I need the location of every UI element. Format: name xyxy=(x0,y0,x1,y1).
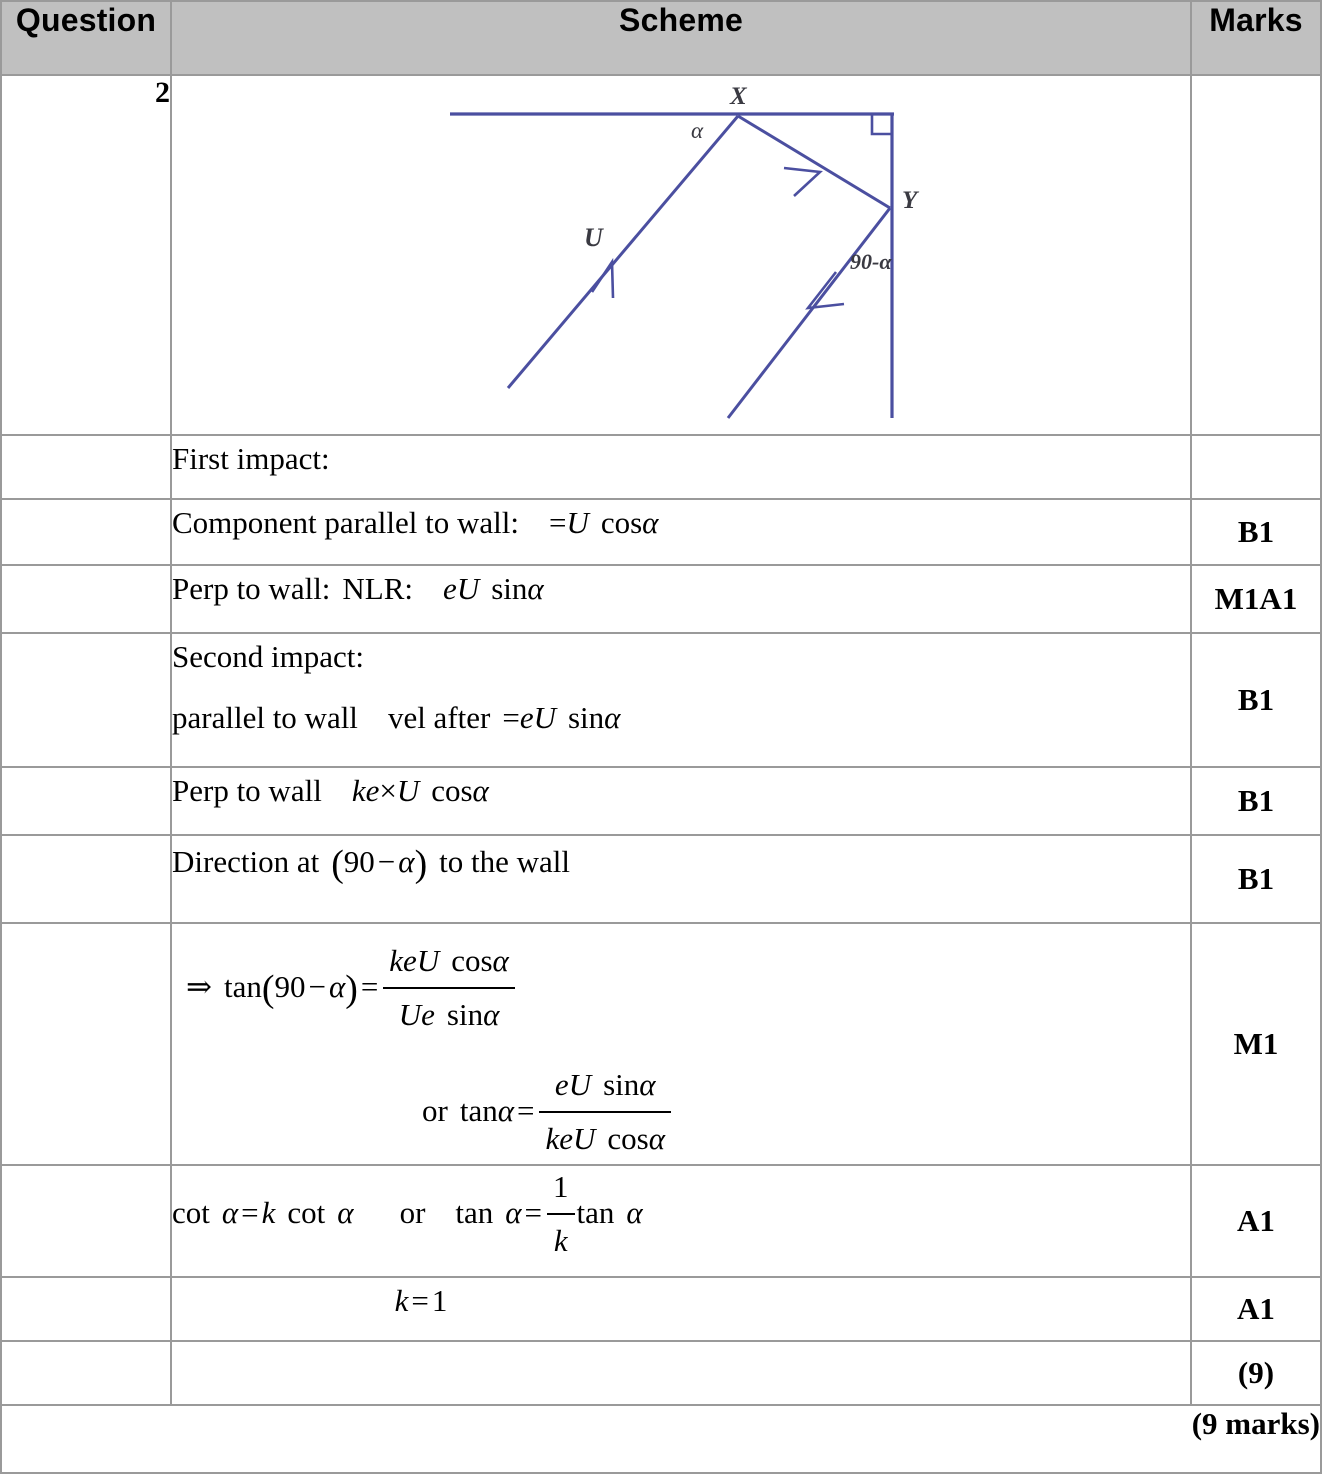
marks-second-impact: B1 xyxy=(1191,633,1321,767)
derivation-fraction-2 xyxy=(539,1062,671,1162)
second-impact-e: e xyxy=(519,699,534,735)
perp-nlr-alpha: α xyxy=(527,571,544,606)
label-x: X xyxy=(730,83,747,110)
perp-second-alpha: α xyxy=(472,773,489,808)
direction-paren-close: ) xyxy=(414,843,428,885)
scheme-first-impact: First impact: xyxy=(171,435,1191,499)
table-header-row xyxy=(1,1,1321,75)
derivation-minus: − xyxy=(308,969,326,1005)
k-value-k: k xyxy=(394,1283,409,1318)
direction-paren-open: ( xyxy=(331,843,344,885)
frac1-num-alpha: α xyxy=(492,943,509,978)
table-row-direction xyxy=(1,835,1321,923)
footer-total-marks: (9 marks) xyxy=(1,1405,1321,1473)
cot-line-cot: cot xyxy=(172,1195,210,1231)
frac2-den-ke: ke xyxy=(545,1120,573,1156)
perp-second-cos: cos xyxy=(431,773,473,808)
question-cell-empty-9 xyxy=(1,1277,171,1341)
marks-total: (9) xyxy=(1191,1341,1321,1405)
table-row-footer xyxy=(1,1405,1321,1473)
derivation-eq: = xyxy=(360,969,379,1005)
marks-perp-nlr: M1A1 xyxy=(1191,565,1321,633)
marks-k-value: A1 xyxy=(1191,1277,1321,1341)
fraction-1-numerator xyxy=(383,938,515,989)
derivation-fraction-1 xyxy=(383,938,515,1038)
question-cell-empty-2 xyxy=(1,499,171,565)
label-ninety-minus-alpha: 90-α xyxy=(850,249,892,274)
derivation-tan2: tan xyxy=(459,1093,498,1129)
marks-component-parallel: B1 xyxy=(1191,499,1321,565)
question-cell-empty-7 xyxy=(1,923,171,1165)
fraction-1-denominator xyxy=(383,989,515,1039)
perp-second-times: × xyxy=(379,773,397,808)
column-header-marks: Marks xyxy=(1191,1,1321,75)
question-cell-empty-5 xyxy=(1,767,171,835)
cot-line-alpha: α xyxy=(221,1195,239,1231)
derivation-tan: tan xyxy=(223,969,262,1005)
second-impact-u: U xyxy=(533,699,556,735)
table-row-component-parallel xyxy=(1,499,1321,565)
right-angle-marker xyxy=(872,114,892,134)
reflected-ray-xy-arrowhead xyxy=(784,168,820,196)
scheme-total-empty xyxy=(171,1341,1191,1405)
perp-nlr-sin: sin xyxy=(491,571,528,606)
derivation-paren-close: ) xyxy=(345,967,358,1010)
cot-line-k: k xyxy=(261,1195,276,1231)
second-impact-eq: = xyxy=(502,699,520,735)
marks-first-impact xyxy=(1191,435,1321,499)
scheme-direction xyxy=(171,835,1191,923)
table-row-first-impact xyxy=(1,435,1321,499)
cot-line-alpha3: α xyxy=(505,1195,522,1231)
cot-line-or: or xyxy=(399,1195,426,1231)
frac2-num-u: U xyxy=(568,1067,592,1102)
derivation-90: 90 xyxy=(274,969,306,1005)
label-u: U xyxy=(584,223,603,252)
direction-alpha: α xyxy=(398,844,415,880)
frac2-den-u: U xyxy=(573,1120,596,1156)
second-impact-line2 xyxy=(172,695,1190,742)
derivation-implies: ⇒ xyxy=(186,969,212,1005)
frac1-num-u: U xyxy=(416,943,440,978)
table-row-perp-nlr xyxy=(1,565,1321,633)
diagram-cell xyxy=(171,75,1191,435)
k-value-eq: = xyxy=(411,1283,429,1318)
derivation-line-1 xyxy=(172,924,1190,1040)
cot-fraction-denominator: k xyxy=(553,1222,568,1258)
fraction-2-denominator xyxy=(539,1113,671,1163)
scheme-second-impact xyxy=(171,633,1191,767)
marks-diagram xyxy=(1191,75,1321,435)
question-cell-empty-10 xyxy=(1,1341,171,1405)
question-cell-empty-4 xyxy=(1,633,171,767)
second-impact-label: parallel to wall xyxy=(172,699,358,735)
cot-line-alpha2: α xyxy=(337,1195,354,1231)
incoming-ray xyxy=(508,116,738,388)
table-row-diagram xyxy=(1,75,1321,435)
derivation-paren-open: ( xyxy=(261,967,275,1010)
frac1-den-alpha: α xyxy=(483,996,500,1032)
perp-second-u: U xyxy=(396,773,420,808)
perp-second-ke: ke xyxy=(351,773,380,808)
derivation-eq2: = xyxy=(516,1093,535,1129)
fraction-2-numerator xyxy=(539,1062,671,1113)
table-row-perp-second xyxy=(1,767,1321,835)
derivation-alpha: α xyxy=(328,969,346,1005)
cot-fraction-numerator: 1 xyxy=(547,1164,575,1215)
diagram-svg xyxy=(172,76,1188,432)
scheme-cot-line xyxy=(171,1165,1191,1277)
perp-nlr-e: e xyxy=(443,571,457,606)
cot-line-tan2: tan xyxy=(576,1195,615,1231)
marks-derivation: M1 xyxy=(1191,923,1321,1165)
column-header-scheme: Scheme xyxy=(171,1,1191,75)
frac2-den-alpha: α xyxy=(648,1120,665,1156)
table-row-derivation xyxy=(1,923,1321,1165)
question-cell-empty-3 xyxy=(1,565,171,633)
table-row-total xyxy=(1,1341,1321,1405)
label-alpha: α xyxy=(691,118,704,143)
column-header-question: Question xyxy=(1,1,171,75)
collision-diagram xyxy=(172,76,1190,432)
perp-nlr-u: U xyxy=(456,571,480,606)
perp-second-label: Perp to wall xyxy=(172,773,322,808)
frac1-den-u: U xyxy=(398,996,422,1032)
table-row-cot xyxy=(1,1165,1321,1277)
perp-nlr-label: Perp to wall: xyxy=(172,571,331,606)
question-cell-empty-1 xyxy=(1,435,171,499)
derivation-line-2 xyxy=(172,1040,1190,1164)
cot-line-alpha4: α xyxy=(626,1195,643,1231)
frac1-num-ke: ke xyxy=(389,943,417,978)
second-impact-sin: sin xyxy=(567,699,605,735)
frac2-num-e: e xyxy=(554,1067,569,1102)
frac1-den-e: e xyxy=(421,996,435,1032)
outgoing-ray xyxy=(728,208,890,418)
scheme-component-parallel xyxy=(171,499,1191,565)
question-number: 2 xyxy=(1,75,171,435)
perp-nlr-label2: NLR: xyxy=(342,571,414,606)
derivation-or: or xyxy=(422,1093,448,1129)
marks-cot-line: A1 xyxy=(1191,1165,1321,1277)
component-parallel-u: U xyxy=(566,505,589,540)
direction-minus: − xyxy=(377,844,396,880)
frac2-num-alpha: α xyxy=(639,1067,656,1102)
scheme-perp-second xyxy=(171,767,1191,835)
cot-line-tan: tan xyxy=(455,1195,494,1231)
frac2-den-cos: cos xyxy=(607,1120,649,1156)
incoming-ray-arrowhead xyxy=(592,262,613,298)
scheme-derivation xyxy=(171,923,1191,1165)
question-cell-empty-8 xyxy=(1,1165,171,1277)
label-y: Y xyxy=(902,187,918,214)
second-impact-line1: Second impact: xyxy=(172,639,364,674)
frac1-den-sin: sin xyxy=(446,996,484,1032)
marks-direction: B1 xyxy=(1191,835,1321,923)
derivation-alpha2: α xyxy=(497,1093,514,1129)
second-impact-alpha: α xyxy=(604,699,621,735)
second-impact-label2: vel after xyxy=(387,699,491,735)
direction-label-pre: Direction at xyxy=(172,844,320,880)
cot-line-eq: = xyxy=(241,1195,259,1231)
component-parallel-alpha: α xyxy=(642,505,659,540)
scheme-k-value xyxy=(171,1277,1191,1341)
component-parallel-label: Component parallel to wall: xyxy=(172,505,519,540)
k-value-number: 1 xyxy=(431,1283,448,1318)
cot-line-fraction xyxy=(547,1164,575,1264)
reflected-ray-xy xyxy=(738,116,890,208)
frac2-num-sin: sin xyxy=(603,1067,640,1102)
direction-90: 90 xyxy=(343,844,375,880)
component-parallel-eq: = xyxy=(548,505,567,540)
cot-line-eq2: = xyxy=(524,1195,543,1231)
scheme-perp-nlr xyxy=(171,565,1191,633)
component-parallel-cos: cos xyxy=(600,505,643,540)
marks-perp-second: B1 xyxy=(1191,767,1321,835)
cot-line-cot2: cot xyxy=(287,1195,326,1231)
table-row-k-value xyxy=(1,1277,1321,1341)
question-cell-empty-6 xyxy=(1,835,171,923)
frac1-num-cos: cos xyxy=(451,943,493,978)
table-row-second-impact xyxy=(1,633,1321,767)
direction-label-post: to the wall xyxy=(439,844,571,880)
